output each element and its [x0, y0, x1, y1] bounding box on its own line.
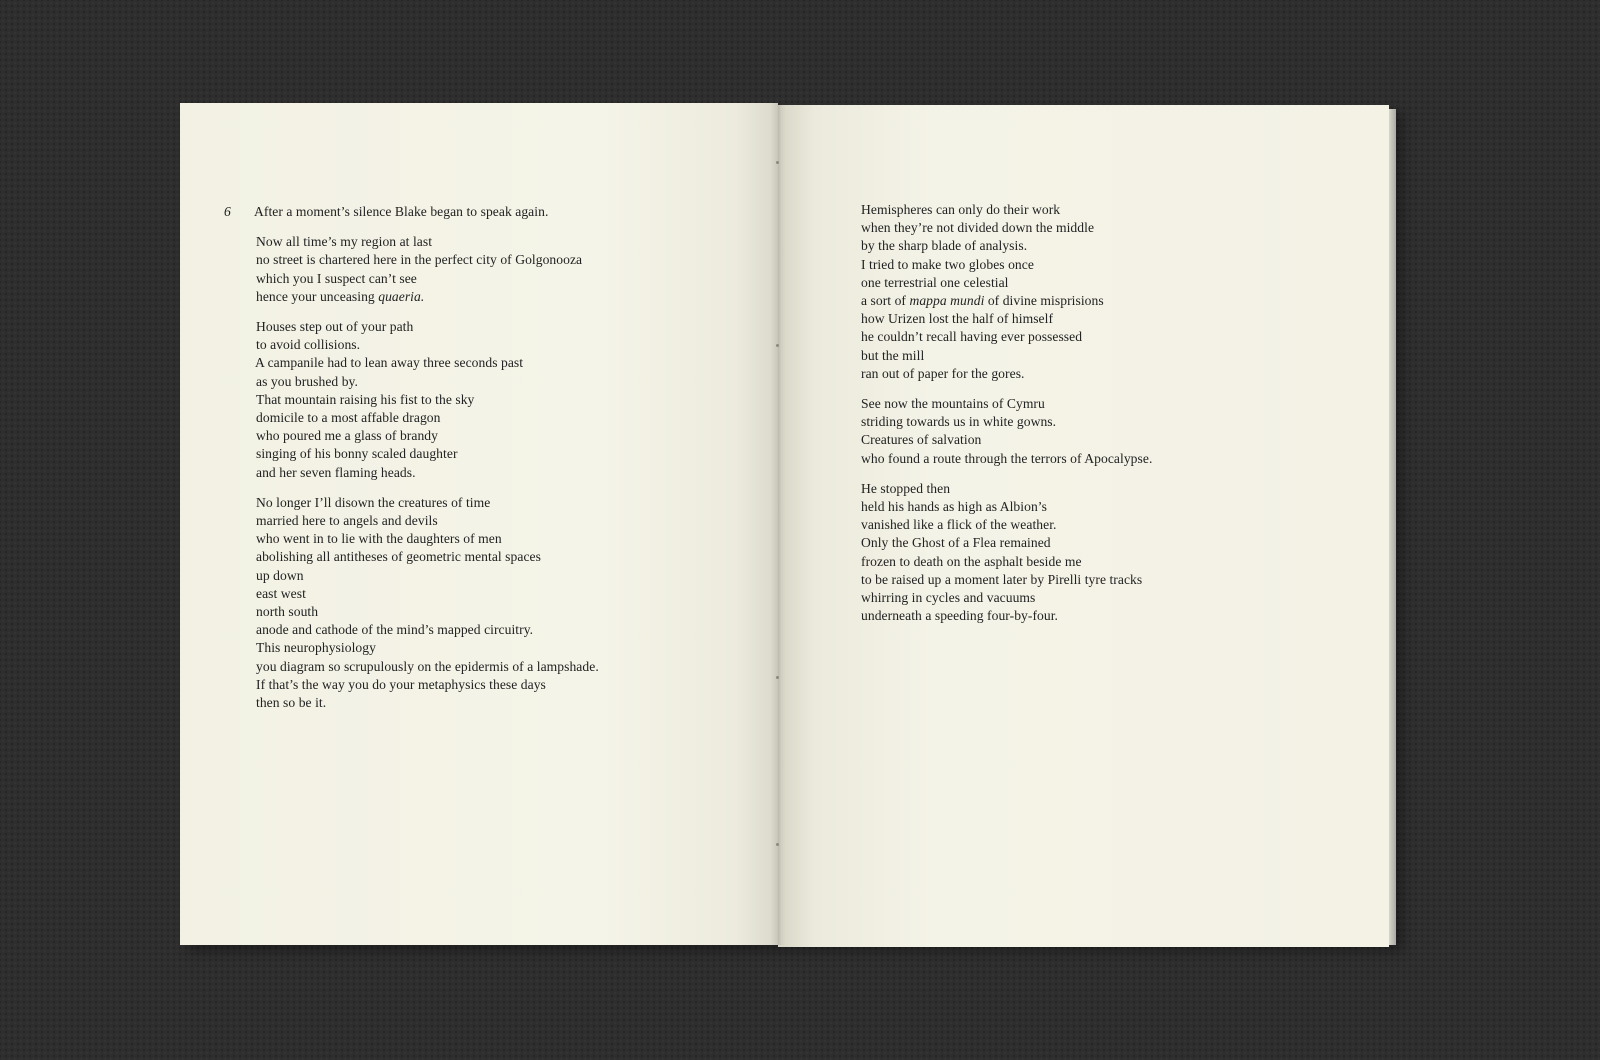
page-edges: [1389, 109, 1396, 945]
poem-line: north south: [256, 604, 319, 620]
intro-text: After a moment’s silence Blake began to speak again.: [254, 204, 549, 219]
left-page-text: [224, 203, 599, 724]
right-page-text: [861, 201, 1152, 637]
poem-line: east west: [256, 585, 306, 601]
stanza-4: [861, 201, 1152, 383]
left-page: [180, 103, 778, 945]
staple-mark: [776, 161, 779, 164]
poem-line: Now all time’s my region at last: [256, 234, 433, 250]
stanza-1: [256, 233, 599, 306]
poem-line: Houses step out of your path: [256, 319, 414, 335]
poem-line: This neurophysiology: [256, 640, 376, 656]
poem-line: underneath a speeding four-by-four.: [861, 608, 1059, 624]
poem-line: That mountain raising his fist to the sky: [256, 391, 475, 407]
poem-line: no street is chartered here in the perfect city of Golgonooza: [256, 252, 583, 268]
poem-line: ran out of paper for the gores.: [861, 365, 1025, 381]
poem-line: domicile to a most affable dragon: [256, 410, 441, 426]
poem-line: I tried to make two globes once: [861, 256, 1034, 272]
poem-line: you diagram so scrupulously on the epidermis of a lampshade.: [256, 658, 599, 674]
poem-line: [861, 292, 1152, 310]
right-page: [778, 105, 1389, 947]
poem-line: when they’re not divided down the middle: [861, 220, 1095, 236]
book-gutter: [770, 103, 786, 945]
poem-line: to avoid collisions.: [256, 337, 361, 353]
staple-mark: [776, 344, 779, 347]
poem-line: abolishing all antitheses of geometric mental spaces: [256, 549, 541, 565]
italic-phrase: mappa mundi: [909, 293, 985, 309]
staple-mark: [776, 843, 779, 846]
poem-line: anode and cathode of the mind’s mapped circuitry.: [256, 622, 534, 638]
poem-line-text: of divine misprisions: [984, 293, 1104, 309]
poem-line: [256, 288, 599, 306]
poem-line: then so be it.: [256, 695, 327, 711]
poem-line: He stopped then: [861, 480, 951, 496]
poem-line: If that’s the way you do your metaphysics these days: [256, 676, 546, 692]
poem-line: Hemispheres can only do their work: [861, 202, 1061, 217]
poem-line: as you brushed by.: [256, 373, 358, 389]
poem-line: married here to angels and devils: [256, 513, 438, 529]
stanza-6: [861, 480, 1152, 626]
italic-word: quaeria.: [378, 288, 425, 304]
poem-line: who went in to lie with the daughters of men: [256, 531, 502, 547]
intro-line: [224, 203, 599, 221]
poem-line: but the mill: [861, 347, 925, 363]
poem-line: No longer I’ll disown the creatures of time: [256, 494, 491, 510]
poem-line: vanished like a flick of the weather.: [861, 517, 1057, 533]
poem-line: who poured me a glass of brandy: [256, 428, 438, 444]
poem-line: who found a route through the terrors of Apocalypse.: [861, 450, 1153, 466]
stanza-3: [256, 494, 599, 712]
poem-line-text: a sort of: [861, 293, 910, 309]
poem-line-text: hence your unceasing: [256, 288, 379, 304]
poem-line: one terrestrial one celestial: [861, 274, 1009, 290]
poem-line: by the sharp blade of analysis.: [861, 238, 1028, 254]
poem-line: and her seven flaming heads.: [256, 464, 416, 480]
poem-line: Creatures of salvation: [861, 432, 982, 448]
poem-line: frozen to death on the asphalt beside me: [861, 553, 1082, 569]
poem-line: which you I suspect can’t see: [256, 270, 417, 286]
stanza-2: [256, 318, 599, 482]
poem-line: to be raised up a moment later by Pirelli tyre tracks: [861, 571, 1143, 587]
poem-line: held his hands as high as Albion’s: [861, 499, 1047, 515]
stanza-5: [861, 395, 1152, 468]
poem-line: A campanile had to lean away three seconds past: [255, 355, 524, 371]
poem-line: up down: [256, 567, 304, 583]
poem-line: whirring in cycles and vacuums: [861, 590, 1036, 606]
open-booklet: [180, 103, 1398, 945]
poem-line: singing of his bonny scaled daughter: [256, 446, 458, 462]
poem-line: he couldn’t recall having ever possessed: [861, 329, 1083, 345]
poem-line: See now the mountains of Cymru: [861, 396, 1045, 412]
poem-line: Only the Ghost of a Flea remained: [861, 535, 1051, 551]
staple-mark: [776, 676, 779, 679]
poem-line: how Urizen lost the half of himself: [861, 311, 1054, 327]
page-number: 6: [224, 204, 231, 219]
poem-line: striding towards us in white gowns.: [861, 414, 1057, 430]
